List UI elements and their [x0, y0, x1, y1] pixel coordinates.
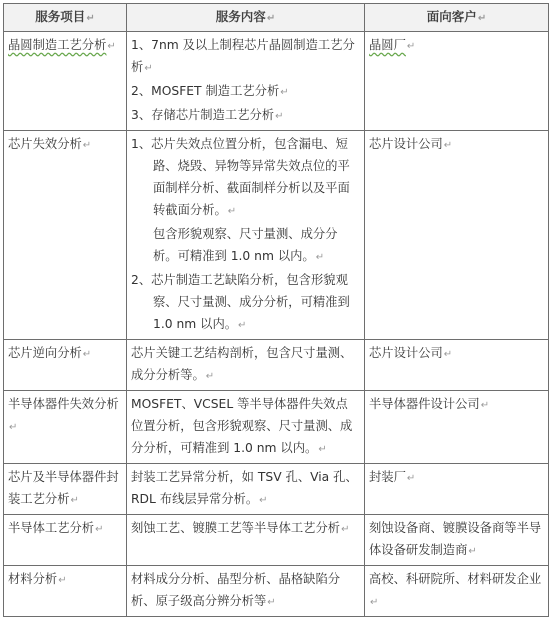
- paragraph-mark: ↵: [443, 349, 453, 360]
- service-cell: [4, 32, 127, 131]
- customer-cell: [365, 464, 549, 515]
- header-customer-label: 面向客户: [426, 9, 477, 24]
- service-label: 半导体工艺分析: [8, 521, 95, 535]
- content-text: 材料成分分析、晶型分析、晶格缺陷分析、原子级高分辨分析等: [131, 572, 341, 608]
- header-service-label: 服务项目: [35, 9, 86, 24]
- paragraph-mark: ↵: [267, 597, 276, 608]
- content-text: 2、芯片制造工艺缺陷分析，包含形貌观察、尺寸量测、成分分析，可精准到 1.0 nm 以内。: [131, 273, 350, 331]
- table-row: [4, 391, 549, 464]
- paragraph-mark: ↵: [144, 63, 153, 74]
- paragraph-mark: ↵: [443, 140, 453, 151]
- customer-label: 芯片设计公司: [369, 137, 443, 151]
- service-cell: [4, 515, 127, 566]
- paragraph-mark: ↵: [205, 371, 215, 382]
- service-label: 半导体器件失效分析: [8, 397, 119, 411]
- table-row: [4, 32, 549, 131]
- content-line: [131, 104, 360, 128]
- content-cell: [127, 340, 365, 391]
- service-cell: [4, 464, 127, 515]
- paragraph-mark: ↵: [477, 13, 487, 24]
- customer-cell: [365, 566, 549, 617]
- paragraph-mark: ↵: [107, 41, 116, 52]
- customer-cell: [365, 131, 549, 340]
- paragraph-mark: ↵: [259, 495, 268, 506]
- service-label: 芯片逆向分析: [8, 346, 82, 360]
- paragraph-mark: ↵: [406, 473, 416, 484]
- table-row: [4, 566, 549, 617]
- paragraph-mark: ↵: [266, 13, 276, 24]
- content-text: 1、7nm 及以上制程芯片晶圆制造工艺分析: [131, 38, 355, 74]
- service-cell: [4, 131, 127, 340]
- content-text: 1、芯片失效点位置分析，包含漏电、短路、烧毁、异物等异常失效点位的平面制样分析、截面制样分析以及平面转截面分析。: [131, 137, 350, 217]
- paragraph-mark: ↵: [468, 546, 477, 557]
- content-text: 包含形貌观察、尺寸量测、成分分析。可精准到 1.0 nm 以内。: [153, 227, 338, 263]
- paragraph-mark: ↵: [238, 320, 247, 331]
- content-line: [131, 223, 360, 269]
- customer-label: 高校、科研院所、材料研发企业: [369, 572, 542, 586]
- content-line: [131, 269, 360, 337]
- service-label: 晶圆制造工艺分析: [8, 38, 107, 52]
- paragraph-mark: ↵: [70, 495, 79, 506]
- content-cell: [127, 464, 365, 515]
- header-content: [127, 4, 365, 32]
- content-text: 2、MOSFET 制造工艺分析: [131, 84, 280, 98]
- content-line: [131, 80, 360, 104]
- content-text: 封装工艺异常分析，如 TSV 孔、Via 孔、RDL 布线层异常分析。: [131, 470, 358, 506]
- content-cell: [127, 391, 365, 464]
- customer-cell: [365, 515, 549, 566]
- paragraph-mark: ↵: [315, 252, 325, 263]
- paragraph-mark: ↵: [227, 206, 237, 217]
- paragraph-mark: ↵: [280, 87, 289, 98]
- customer-label: 晶圆厂: [369, 38, 406, 52]
- service-label: 芯片及半导体器件封装工艺分析: [8, 470, 119, 506]
- content-text: MOSFET、VCSEL 等半导体器件失效点位置分析，包含形貌观察、尺寸量测、成分分析，可精准到 1.0 nm 以内。: [131, 397, 353, 455]
- content-cell: [127, 32, 365, 131]
- customer-cell: [365, 391, 549, 464]
- content-cell: [127, 131, 365, 340]
- content-text: 芯片关键工艺结构剖析，包含尺寸量测、成分分析等。: [131, 346, 353, 382]
- table-row: [4, 340, 549, 391]
- service-cell: [4, 340, 127, 391]
- header-content-label: 服务内容: [215, 9, 266, 24]
- customer-label: 刻蚀设备商、镀膜设备商等半导体设备研发制造商: [369, 521, 542, 557]
- customer-label: 半导体器件设计公司: [369, 397, 480, 411]
- paragraph-mark: ↵: [82, 140, 92, 151]
- paragraph-mark: ↵: [9, 422, 18, 433]
- content-text: 3、存储芯片制造工艺分析: [131, 108, 275, 122]
- paragraph-mark: ↵: [95, 524, 104, 535]
- content-cell: [127, 515, 365, 566]
- paragraph-mark: ↵: [480, 400, 490, 411]
- service-label: 芯片失效分析: [8, 137, 82, 151]
- table-row: [4, 131, 549, 340]
- paragraph-mark: ↵: [370, 597, 379, 608]
- paragraph-mark: ↵: [58, 575, 67, 586]
- content-line: [131, 34, 360, 80]
- header-customer: [365, 4, 549, 32]
- table-row: [4, 464, 549, 515]
- content-line: [131, 133, 360, 223]
- customer-cell: [365, 32, 549, 131]
- paragraph-mark: ↵: [341, 524, 350, 535]
- table-row: [4, 515, 549, 566]
- service-cell: [4, 391, 127, 464]
- service-cell: [4, 566, 127, 617]
- content-text: 刻蚀工艺、镀膜工艺等半导体工艺分析: [131, 521, 341, 535]
- paragraph-mark: ↵: [275, 111, 284, 122]
- customer-label: 芯片设计公司: [369, 346, 443, 360]
- table-header-row: [4, 4, 549, 32]
- customer-cell: [365, 340, 549, 391]
- header-service: [4, 4, 127, 32]
- content-cell: [127, 566, 365, 617]
- customer-label: 封装厂: [369, 470, 406, 484]
- service-table: [3, 3, 549, 617]
- paragraph-mark: ↵: [82, 349, 92, 360]
- service-table-container: [3, 3, 548, 617]
- paragraph-mark: ↵: [86, 13, 95, 24]
- service-label: 材料分析: [8, 572, 58, 586]
- paragraph-mark: ↵: [318, 444, 327, 455]
- paragraph-mark: ↵: [406, 41, 416, 52]
